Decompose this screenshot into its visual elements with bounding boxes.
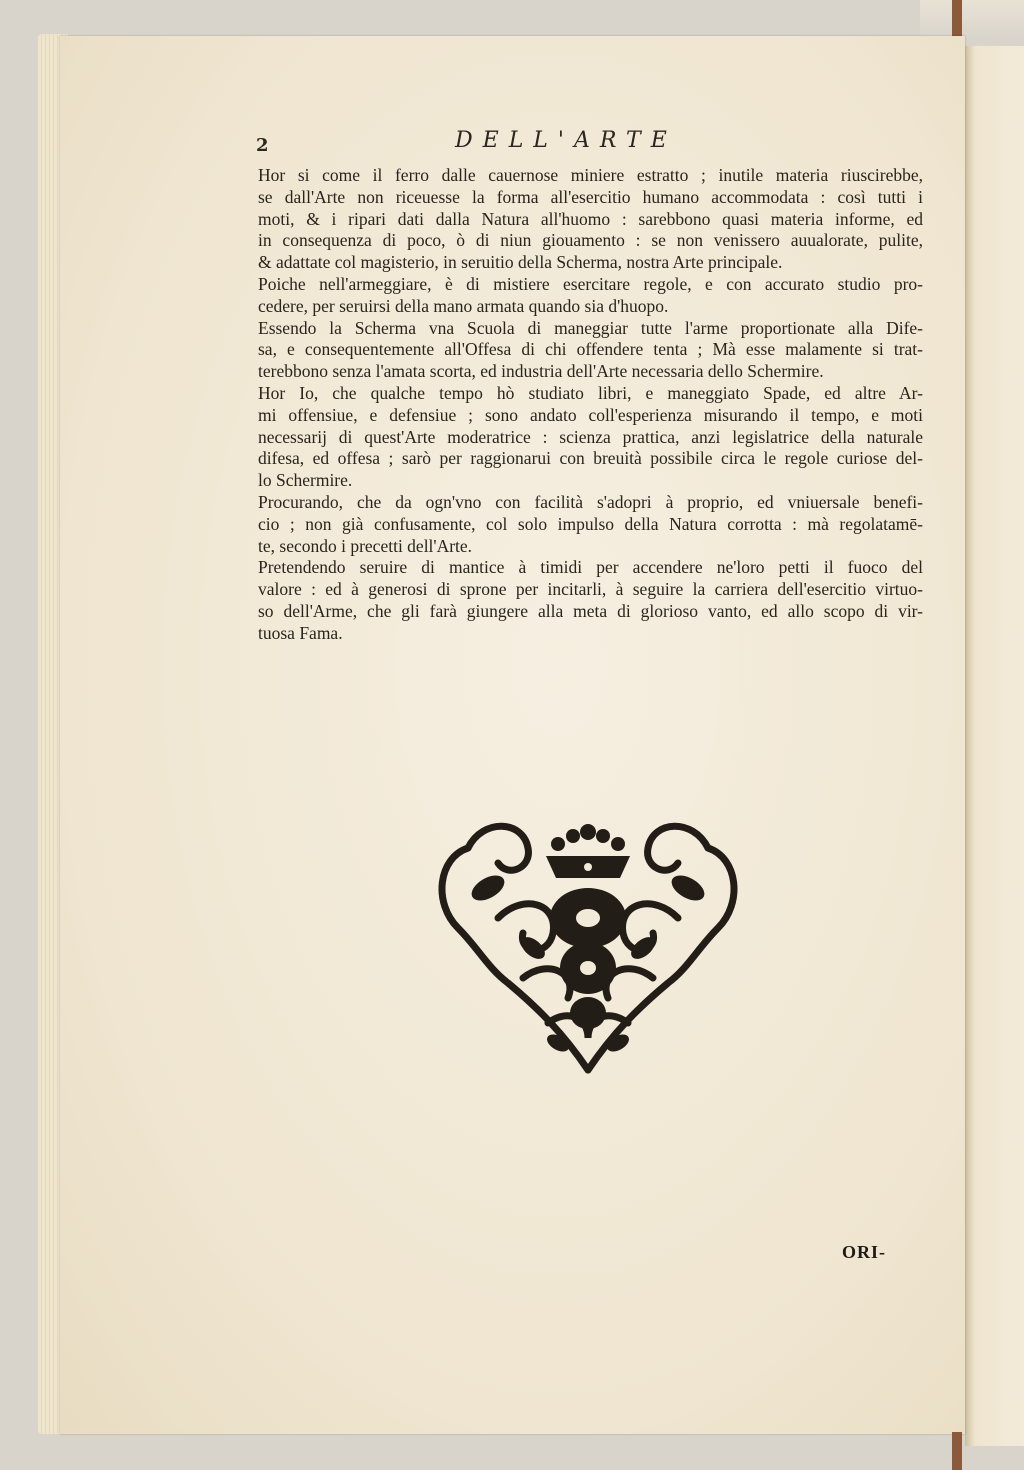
text-line: Procurando, che da ogn'vno con facilità s'adopri à proprio, ed vniuersale benefi- xyxy=(258,491,923,512)
text-line: moti, & i ripari dati dalla Natura all'huomo : sarebbono quasi materia informe, ed xyxy=(258,208,923,229)
facing-page-top xyxy=(920,0,1024,40)
text-line: cedere, per seruirsi della mano armata quando sia d'huopo. xyxy=(258,295,669,316)
text-line: in consequenza di poco, ò di niun giouamento : se non venissero auualorate, pulite, xyxy=(258,230,923,251)
text-line: Poiche nell'armeggiare, è di mistiere esercitare regole, e con accurato studio pro- xyxy=(258,273,923,294)
text-line: sa, e consequentemente all'Offesa di chi offendere tenta ; Mà esse malamente si trat- xyxy=(258,339,923,360)
paragraph xyxy=(258,165,923,274)
text-line: difesa, ed offesa ; sarò per raggionarui con breuità possibile circa le regole curiose del- xyxy=(258,448,923,469)
paragraph xyxy=(258,557,923,644)
text-line: & adattate col magisterio, in seruitio della Scherma, nostra Arte principale. xyxy=(258,252,783,273)
paragraph xyxy=(258,492,923,557)
page-number: 2 xyxy=(256,135,269,156)
text-line: so dell'Arme, che gli farà giungere alla meta di glorioso vanto, ed allo scopo di vir- xyxy=(258,600,923,621)
bookmark-ribbon-bottom xyxy=(952,1432,962,1470)
text-line: Hor si come il ferro dalle cauernose miniere estratto ; inutile materia riuscirebbe, xyxy=(258,165,923,185)
paragraph xyxy=(258,383,923,492)
text-line: cio ; non già confusamente, col solo impulso della Natura corrotta : mà regolatamē- xyxy=(258,513,923,534)
facing-page-edge xyxy=(965,46,1024,1446)
text-line: Hor Io, che qualche tempo hò studiato libri, e maneggiato Spade, ed altre Ar- xyxy=(258,382,923,403)
paragraph xyxy=(258,274,923,318)
running-head: DELL'ARTE xyxy=(455,128,677,153)
paragraph xyxy=(258,318,923,383)
catchword: ORI- xyxy=(842,1242,886,1262)
text-line: lo Schermire. xyxy=(258,470,353,491)
floral-tailpiece-ornament-icon xyxy=(428,808,748,1078)
text-line: terebbono senza l'amata scorta, ed industria dell'Arte necessaria dello Schermire. xyxy=(258,361,824,382)
text-line: Pretendendo seruire di mantice à timidi per accendere ne'loro petti il fuoco del xyxy=(258,557,923,578)
text-line: mi offensiue, e defensiue ; sono andato coll'esperienza misurando il tempo, e moti xyxy=(258,404,923,425)
text-line: necessarij di quest'Arte moderatrice : scienza prattica, anzi legislatrice della naturale xyxy=(258,426,923,447)
text-line: tuosa Fama. xyxy=(258,622,343,643)
body-text xyxy=(258,165,923,645)
text-line: se dall'Arte non riceuesse la forma all'esercitio humano accommodata : così tutti i xyxy=(258,186,923,207)
text-line: Essendo la Scherma vna Scuola di maneggiar tutte l'arme proportionate alla Dife- xyxy=(258,317,923,338)
text-line: valore : ed à generosi di sprone per incitarli, à seguire la carriera dell'esercitio virtuo- xyxy=(258,579,923,600)
text-line: te, secondo i precetti dell'Arte. xyxy=(258,535,473,556)
